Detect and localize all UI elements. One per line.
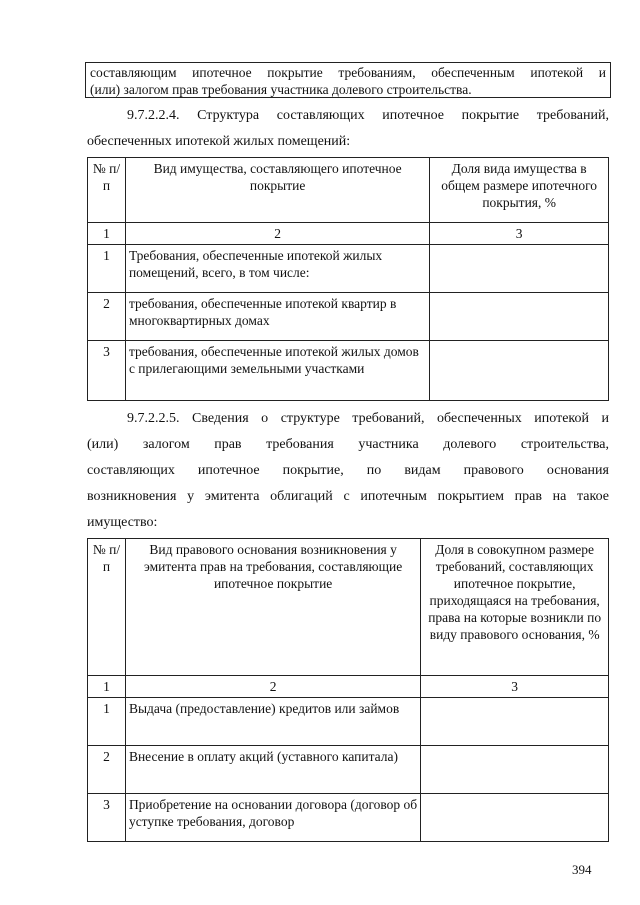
table-row	[88, 746, 609, 794]
row-num: 2	[88, 293, 126, 341]
row-value	[430, 245, 609, 293]
row-value	[421, 698, 609, 746]
row-text: Выдача (предоставление) кредитов или займов	[125, 698, 420, 746]
section-9-7-2-2-4-line-2: обеспеченных ипотекой жилых помещений:	[87, 134, 351, 149]
row-num: 3	[88, 341, 126, 401]
table-row	[88, 245, 609, 293]
header-legal-basis: Вид правового основания возникновения у эмитента прав на требования, составляющие ипотечное покрытие	[125, 539, 420, 676]
row-text: требования, обеспеченные ипотекой жилых домов с прилегающими земельными участками	[125, 341, 429, 401]
continued-text-line-2: (или) залогом прав требования участника долевого строительства.	[90, 82, 472, 97]
column-number: 3	[421, 676, 609, 698]
header-share: Доля вида имущества в общем размере ипотечного покрытия, %	[430, 158, 609, 223]
row-num: 3	[88, 794, 126, 842]
table-row	[88, 341, 609, 401]
row-text: Приобретение на основании договора (договор об уступке требования, договор	[125, 794, 420, 842]
header-property-type: Вид имущества, составляющего ипотечное покрытие	[125, 158, 429, 223]
row-value	[430, 341, 609, 401]
header-num: № п/п	[88, 158, 126, 223]
row-text: требования, обеспеченные ипотекой квартир в многоквартирных домах	[125, 293, 429, 341]
column-number-row	[88, 676, 609, 698]
column-number-row	[88, 223, 609, 245]
row-num: 2	[88, 746, 126, 794]
table-row	[88, 794, 609, 842]
table-header-row	[88, 158, 609, 223]
table-header-row	[88, 539, 609, 676]
page-number: 394	[572, 862, 592, 877]
continued-text-line-1: составляющим ипотечное покрытие требованиям, обеспеченным ипотекой и	[90, 65, 606, 80]
section-9-7-2-2-5	[87, 406, 609, 536]
column-number: 2	[125, 223, 429, 245]
column-number: 1	[88, 223, 126, 245]
section-9-7-2-2-4	[87, 103, 609, 155]
row-num: 1	[88, 698, 126, 746]
table-row	[88, 698, 609, 746]
header-num: № п/п	[88, 539, 126, 676]
section-9-7-2-2-4-line-1: 9.7.2.2.4. Структура составляющих ипотечное покрытие требований,	[127, 108, 609, 123]
row-value	[421, 746, 609, 794]
continued-text-box	[85, 62, 611, 98]
section-9-7-2-2-5-line-5: имущество:	[87, 515, 158, 530]
column-number: 3	[430, 223, 609, 245]
section-9-7-2-2-5-line-4: возникновения у эмитента облигаций с ипотечным покрытием прав на такое	[87, 489, 609, 504]
legal-basis-table	[87, 538, 609, 842]
column-number: 2	[125, 676, 420, 698]
row-value	[421, 794, 609, 842]
section-9-7-2-2-5-line-3: составляющих ипотечное покрытие, по видам правового основания	[87, 463, 609, 478]
section-9-7-2-2-5-line-2: (или) залогом прав требования участника долевого строительства,	[87, 437, 609, 452]
mortgage-structure-table	[87, 157, 609, 401]
header-share: Доля в совокупном размере требований, составляющих ипотечное покрытие, приходящаяся на требования, права на которые возникли по виду правового основания, %	[421, 539, 609, 676]
section-9-7-2-2-5-line-1: 9.7.2.2.5. Сведения о структуре требований, обеспеченных ипотекой и	[127, 411, 609, 426]
table-row	[88, 293, 609, 341]
row-value	[430, 293, 609, 341]
row-num: 1	[88, 245, 126, 293]
row-text: Требования, обеспеченные ипотекой жилых помещений, всего, в том числе:	[125, 245, 429, 293]
row-text: Внесение в оплату акций (уставного капитала)	[125, 746, 420, 794]
column-number: 1	[88, 676, 126, 698]
